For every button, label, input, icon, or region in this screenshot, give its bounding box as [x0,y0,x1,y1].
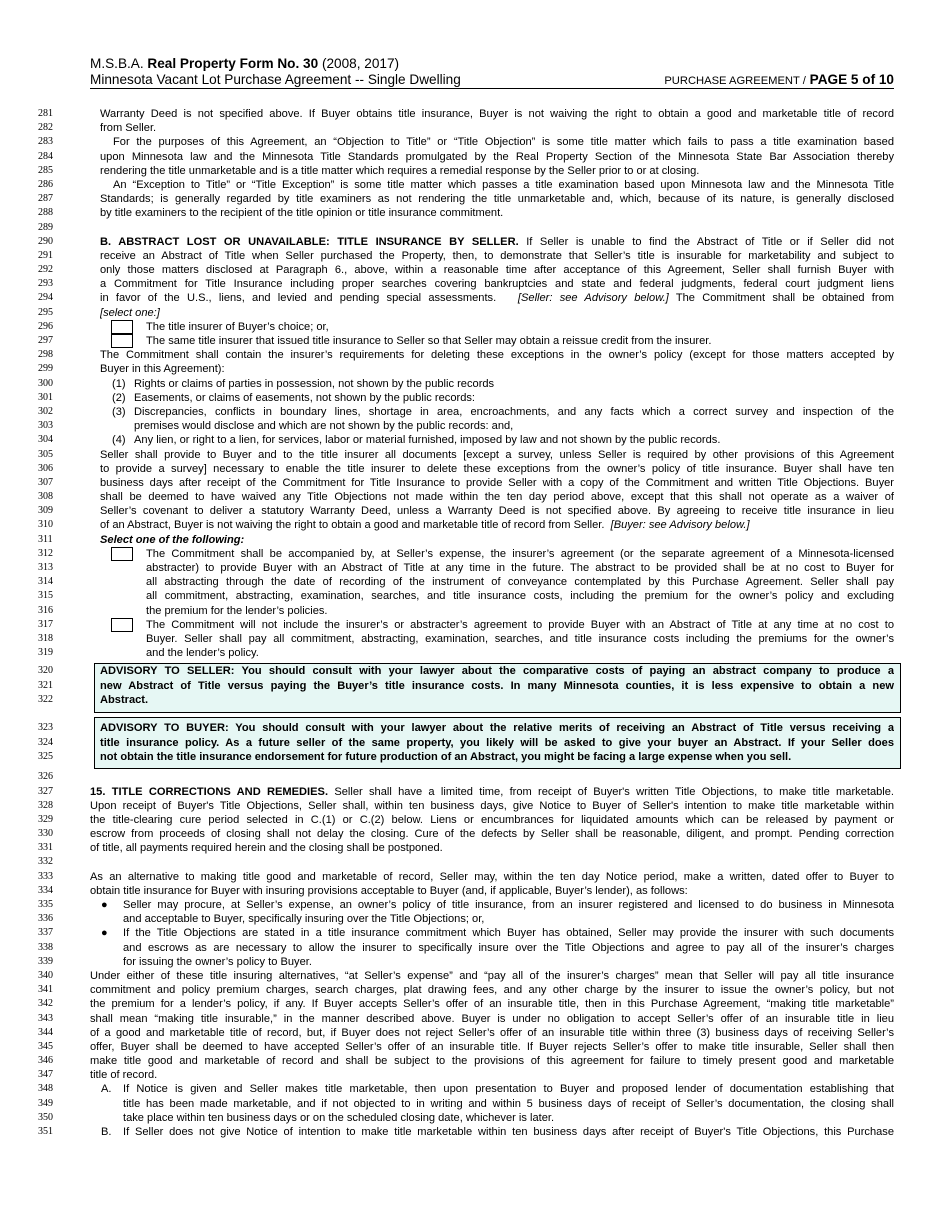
line-number: 288 [38,207,53,219]
line-302 [0,405,950,419]
line-number: 291 [38,249,53,261]
line-number: 294 [38,292,53,304]
line-317 [0,618,950,632]
line-348 [0,1082,950,1096]
checkbox-buyers-choice-insurer[interactable] [111,320,133,334]
line-number: 306 [38,462,53,474]
line-number: 312 [38,547,53,559]
line-text: As an alternative to making title good and marketable of record, Seller may, within the ten day Notice period, make a written, dated offer to Buyer to [90,870,894,883]
line-325 [0,750,950,764]
line-text: a Commitment for Title Insurance including proper searches covering bankruptcies and state and federal judgments, federal court judgment liens [100,278,894,291]
line-328 [0,799,950,813]
line-text: The title insurer of Buyer’s choice; or, [146,320,329,333]
page-indicator [664,72,894,88]
line-311 [0,533,950,547]
line-text: take place within ten business days or on the scheduled closing date, whichever is later. [123,1111,555,1124]
line-326 [0,770,950,784]
line-number: 336 [38,913,53,925]
line-text: The Commitment shall be accompanied by, at Seller’s expense, the insurer’s agreement (or the separate agreement of a Minnesota-licensed [146,547,894,560]
line-text: Buyer in this Agreement): [100,363,225,376]
line-text-rest: If Seller is unable to find the Abstract of Title or if Seller did not [518,235,894,248]
line-number: 335 [38,899,53,910]
line-number: 340 [38,969,53,981]
line-351 [0,1125,950,1139]
line-text: rendering the title unmarketable and is a title matter which requires a remedial response by the Seller prior to or at closing. [100,164,700,177]
line-303 [0,419,950,433]
line-287 [0,192,950,206]
checkbox-no-abstract-agreement[interactable] [111,618,133,632]
org-name: M.S.B.A. [90,56,144,71]
line-339 [0,955,950,969]
line-text [100,306,894,320]
line-text: If the Title Objections are stated in a title insurance commitment which Buyer has obtained, Seller may provide the insurer with such documents [123,927,894,940]
line-text: offer, Buyer shall be deemed to have accepted Seller’s offer of an insurable title. If Buyer rejects Seller’s offer to make title insurable, Seller shall then [90,1040,894,1053]
form-header-line2 [90,72,894,89]
line-number: 314 [38,576,53,588]
form-name: Real Property Form No. 30 [147,56,319,71]
line-text: The Commitment shall contain the insurer’s requirements for deleting these exceptions in the owner’s policy (except for those matters accepted by [100,349,894,362]
advisory-buyer-wrap [0,717,950,770]
line-number: 349 [38,1097,53,1109]
line-290 [0,235,950,249]
line-text: title insurance policy. As a future seller of the same property, you likely will be asked to give your buyer an Abstract. If your Seller does [100,736,894,749]
line-297 [0,334,950,348]
line-320 [0,664,950,678]
line-335 [0,898,950,912]
line-text: all abstracting through the date of recording of the instrument of conveyance contemplated by this Purchase Agreement. Seller shall pay [146,576,894,589]
list-marker: (1) [112,377,126,390]
line-327 [0,785,950,799]
line-291 [0,249,950,263]
line-329 [0,813,950,827]
line-349 [0,1097,950,1111]
line-text: Warranty Deed is not specified above. If Buyer obtains title insurance, Buyer is not waiving the right to obtain a good and marketable title of record [100,108,894,120]
checkbox-abstract-agreement[interactable] [111,547,133,561]
line-text [100,291,894,305]
line-text: and acceptable to Buyer, specifically insuring over the Title Objections; or, [123,913,485,926]
line-text: If Seller does not give Notice of intention to make title marketable within ten business days after receipt of Buyer's Title Objections, this Purchase [123,1126,894,1138]
line-344 [0,1026,950,1040]
line-number: 300 [38,377,53,389]
line-text: obtain title insurance for Buyer with insuring provisions acceptable to Buyer (and, if applicable, Buyer’s lender), as follows: [90,884,688,897]
line-number: 320 [38,665,53,677]
line-number: 285 [38,164,53,176]
line-number: 311 [38,533,53,545]
line-number: 283 [38,136,53,148]
line-text: Seller shall provide to Buyer and to the title insurer all documents [except a survey, unless Seller is required by other provisions of this Agreement [100,448,894,461]
line-350 [0,1111,950,1125]
line-text: the premium for a lender’s policy, if any. If Buyer accepts Seller’s offer of an insurable title, then in this Purchase Agreement, “making title marketable” [90,998,894,1011]
line-330 [0,827,950,841]
list-marker: (2) [112,391,126,404]
line-text: If Notice is given and Seller makes title marketable, then upon presentation to Buyer and proposed lender of documentation establishing that [123,1083,894,1096]
list-marker: (4) [112,434,126,447]
line-305 [0,448,950,462]
line-number: 347 [38,1069,53,1081]
select-one-heading: Select one of the following: [100,533,245,546]
line-337 [0,926,950,940]
line-text: Rights or claims of parties in possession, not shown by the public records [134,377,495,390]
line-number: 351 [38,1126,53,1137]
line-343 [0,1012,950,1026]
line-number: 289 [38,221,53,233]
line-text-part: The Commitment shall be obtained from [668,292,894,305]
form-header-line1 [90,56,894,72]
line-number: 290 [38,235,53,247]
line-text: new Abstract of Title versus paying the Buyer’s title insurance costs. In many Minnesota counties, it is less expensive to obtain a new [100,679,894,692]
line-number: 323 [38,722,53,734]
line-number: 305 [38,448,53,460]
line-number: 329 [38,813,53,825]
line-321 [0,679,950,693]
line-text: not obtain the title insurance endorsement for future production of an Abstract, you might be facing a large expense when you sell. [100,750,792,763]
line-text: Easements, or claims of easements, not shown by the public records: [134,391,475,404]
line-number: 326 [38,771,53,783]
line-299 [0,362,950,376]
line-301 [0,391,950,405]
line-309 [0,504,950,518]
line-341 [0,983,950,997]
line-336 [0,912,950,926]
line-text: Discrepancies, conflicts in boundary lines, shortage in area, encroachments, and any facts which a correct survey and inspection of the [134,405,894,418]
line-text: The Commitment will not include the insurer’s or abstracter’s agreement to provide Buyer with an Abstract of Title at any time at no cost to [146,618,894,631]
line-288 [0,206,950,220]
line-306 [0,462,950,476]
line-text: and escrows as are necessary to allow the insurer to specifically insure over the Title Objections and agree to pay all of the insurer’s charges [123,941,894,954]
line-number: 316 [38,604,53,616]
line-number: 297 [38,335,53,346]
line-285 [0,164,950,178]
document-body [0,107,950,1139]
line-300 [0,377,950,391]
line-346 [0,1054,950,1068]
line-338 [0,941,950,955]
line-text: ADVISORY TO SELLER: You should consult with your lawyer about the comparative costs of paying an abstract company to produce a [100,665,894,678]
line-text: Buyer. Seller shall pay all commitment, abstracting, examination, searches, and title insurance costs including the premiums for the owner’s [146,632,894,645]
line-number: 350 [38,1111,53,1123]
line-number: 321 [38,679,53,691]
line-286 [0,178,950,192]
line-322 [0,693,950,707]
line-308 [0,490,950,504]
line-number: 344 [38,1026,53,1038]
line-number: 348 [38,1083,53,1095]
line-number: 308 [38,491,53,503]
line-334 [0,884,950,898]
line-text: title of record. [90,1069,158,1082]
line-text: commitment and policy premium charges, search charges, plat drawing fees, and any other charge by the insurer to issue the owner’s policy, but not [90,984,894,997]
seller-advisory-ref: [Seller: see Advisory below.] [517,292,669,305]
line-number: 315 [38,590,53,602]
line-number: 346 [38,1055,53,1067]
list-marker: (3) [112,405,126,418]
line-number: 338 [38,941,53,953]
line-number: 343 [38,1012,53,1024]
form-subtitle: Minnesota Vacant Lot Purchase Agreement -- Single Dwelling [90,72,461,87]
line-331 [0,841,950,855]
line-number: 322 [38,693,53,705]
line-text: Abstract. [100,693,149,706]
line-text: Upon receipt of Buyer's Title Objections, Seller shall, within ten business days, give Notice to Buyer of Seller's intention to make title marketable within [90,799,894,812]
line-number: 330 [38,828,53,840]
line-text: the title-clearing cure period selected in C.(1) or C.(2) below. Liens or encumbrances for liquidated amounts which can be released by payment or [90,813,894,826]
line-text [100,533,894,547]
page-label: PAGE 5 of 10 [809,72,894,87]
line-307 [0,476,950,490]
bullet-icon: ● [101,899,108,911]
line-number: 303 [38,420,53,432]
line-number: 292 [38,264,53,276]
line-315 [0,589,950,603]
line-319 [0,646,950,660]
line-281 [0,107,950,121]
line-text: Any lien, or right to a lien, for services, labor or material furnished, imposed by law and not shown by the public records. [134,434,721,447]
line-347 [0,1068,950,1082]
line-294 [0,291,950,305]
line-text: of title, all payments required herein and the closing shall be postponed. [90,842,443,855]
line-text [100,518,894,532]
line-number: 301 [38,391,53,403]
line-text: shall mean “making title insurable,” in the manner described above. Buyer is under no obligation to accept Seller’s offer of an insurable title in lieu [90,1012,894,1025]
line-number: 339 [38,955,53,967]
line-number: 345 [38,1040,53,1052]
line-313 [0,561,950,575]
line-312 [0,547,950,561]
line-text: Seller’s covenant to deliver a statutory Warranty Deed, unless a Warranty Deed is not specified above. By agreeing to receive title insurance in lieu [100,505,894,518]
line-296 [0,320,950,334]
line-333 [0,870,950,884]
line-text: premises would disclose and which are not shown by the public records: and, [134,420,514,433]
line-295 [0,306,950,320]
section-heading: B. ABSTRACT LOST OR UNAVAILABLE: TITLE INSURANCE BY SELLER. [100,235,519,248]
line-332 [0,855,950,869]
line-number: 287 [38,193,53,205]
line-298 [0,348,950,362]
checkbox-same-title-insurer[interactable] [111,334,133,348]
line-293 [0,277,950,291]
line-289 [0,221,950,235]
line-text: title has been made marketable, and if not objected to in writing and within 5 business days of receipt of Seller’s documentation, the closing shall [123,1097,894,1110]
line-number: 302 [38,405,53,417]
line-number: 342 [38,998,53,1010]
line-292 [0,263,950,277]
line-number: 310 [38,519,53,531]
line-text: For the purposes of this Agreement, an “Objection to Title” or “Title Objection” is some title matter which fails to pass a title examination based [113,136,894,149]
line-number: 318 [38,632,53,644]
line-text: shall be deemed to have waived any Title Objections not made within the ten day period above, except that this shall not operate as a waiver of [100,491,894,504]
line-text: all commitment, abstracting, examination, searches, and title insurance costs, including the premium for the owner’s policy and excluding [146,590,894,603]
line-324 [0,736,950,750]
line-text [100,235,894,249]
line-number: 319 [38,647,53,659]
line-text: Under either of these title insuring alternatives, “at Seller’s expense” and “pay all of the insurer’s charges” mean that Seller will pay all title insurance [90,969,894,982]
line-284 [0,150,950,164]
line-342 [0,997,950,1011]
line-number: 333 [38,870,53,882]
line-number: 317 [38,618,53,630]
list-marker: A. [101,1083,112,1096]
line-text: and the lender’s policy. [146,647,259,660]
line-text: escrow from proceeds of closing shall not delay the closing. Cure of the defects by Seller shall be reasonable, diligent, and prompt. Pending correction [90,828,894,841]
line-304 [0,433,950,447]
line-text: only those matters disclosed at Paragraph 6., above, within a reasonable time after acceptance of this Agreement, Seller shall furnish Buyer with [100,264,894,277]
line-number: 332 [38,856,53,868]
line-text: by title examiners to the recipient of the title opinion or title insurance commitment. [100,207,504,220]
line-number: 313 [38,562,53,573]
line-number: 298 [38,349,53,361]
line-310 [0,518,950,532]
line-number: 331 [38,842,53,854]
line-number: 281 [38,108,53,119]
line-text-part: in favor of the U.S., liens, and levied and pending special assessments. [100,292,497,305]
line-number: 324 [38,736,53,748]
line-number: 307 [38,476,53,488]
list-marker: B. [101,1126,112,1138]
line-345 [0,1040,950,1054]
line-text: upon Minnesota law and the Minnesota Title Standards promulgated by the Real Property Section of the Minnesota State Bar Association thereby [100,150,894,163]
line-number: 327 [38,785,53,797]
line-text [90,785,894,799]
line-text-part: of an Abstract, Buyer is not waiving the right to obtain a good and marketable title of record from Seller. [100,519,605,532]
bullet-icon: ● [101,927,108,940]
line-number: 299 [38,363,53,375]
line-text: business days after receipt of the Commitment for Title Insurance to provide Seller with a copy of the Commitment and written Title Objections. Buyer [100,476,894,489]
select-one-note: [select one:] [100,306,160,319]
line-number: 304 [38,434,53,446]
line-text: from Seller. [100,122,157,135]
line-number: 341 [38,984,53,996]
line-text: receive an Abstract of Title when Seller purchased the Property, then, to demonstrate that Seller’s title is insurable for marketability and subject to [100,249,894,262]
line-text: for issuing the owner’s policy to Buyer. [123,955,312,968]
line-text: Seller may procure, at Seller’s expense, an owner’s policy of title insurance, from an insurer registered and licensed to do business in Minnesota [123,899,894,911]
line-text: the premium for the lender’s policies. [146,604,328,617]
line-text-rest: Seller shall have a limited time, from receipt of Buyer's written Title Objections, to make title marketable. [328,785,894,798]
line-text: Standards; is generally regarded by title examiners as not rendering the title unmarketable and, which, because of its nature, is generally disclosed [100,193,894,206]
line-318 [0,632,950,646]
line-number: 282 [38,122,53,134]
line-number: 284 [38,150,53,162]
form-years: (2008, 2017) [321,56,400,71]
line-number: 293 [38,278,53,290]
advisory-seller-wrap [0,660,950,717]
line-283 [0,135,950,149]
line-323 [0,721,950,735]
line-314 [0,575,950,589]
line-number: 325 [38,750,53,762]
buyer-advisory-ref: [Buyer: see Advisory below.] [610,519,750,532]
line-text: of a good and marketable title of record, but, if Buyer does not reject Seller’s offer of an insurable title within three (3) business days of receiving Seller’s [90,1026,894,1039]
line-number: 334 [38,884,53,896]
line-number: 286 [38,178,53,190]
line-number: 309 [38,505,53,517]
line-text: An “Exception to Title” or “Title Exception” is some title matter which passes a title examination based upon Minnesota law and the Minnesota Title [113,178,894,191]
line-text: The same title insurer that issued title insurance to Seller so that Seller may obtain a reissue credit from the insurer. [146,335,712,347]
line-number: 337 [38,927,53,939]
line-text: to provide a survey] necessary to enable the title insurer to delete these exceptions from the owner’s policy of title insurance. Buyer shall have ten [100,462,894,475]
line-number: 296 [38,320,53,332]
section-heading: 15. TITLE CORRECTIONS AND REMEDIES. [90,785,329,798]
line-text: ADVISORY TO BUYER: You should consult with your lawyer about the relative merits of receiving an Abstract of Title versus receiving a [100,722,894,735]
section-label: PURCHASE AGREEMENT / [664,75,806,87]
line-number: 328 [38,799,53,811]
line-282 [0,121,950,135]
line-316 [0,604,950,618]
line-text: make title good and marketable of record and shall be subject to the provisions of this agreement for failure to timely present good and marketable [90,1055,894,1068]
line-number: 295 [38,306,53,318]
line-340 [0,969,950,983]
line-text: abstracter) to provide Buyer with an Abstract of Title at any time in the future. The abstract to be provided shall be at no cost to Buyer for [146,562,894,574]
